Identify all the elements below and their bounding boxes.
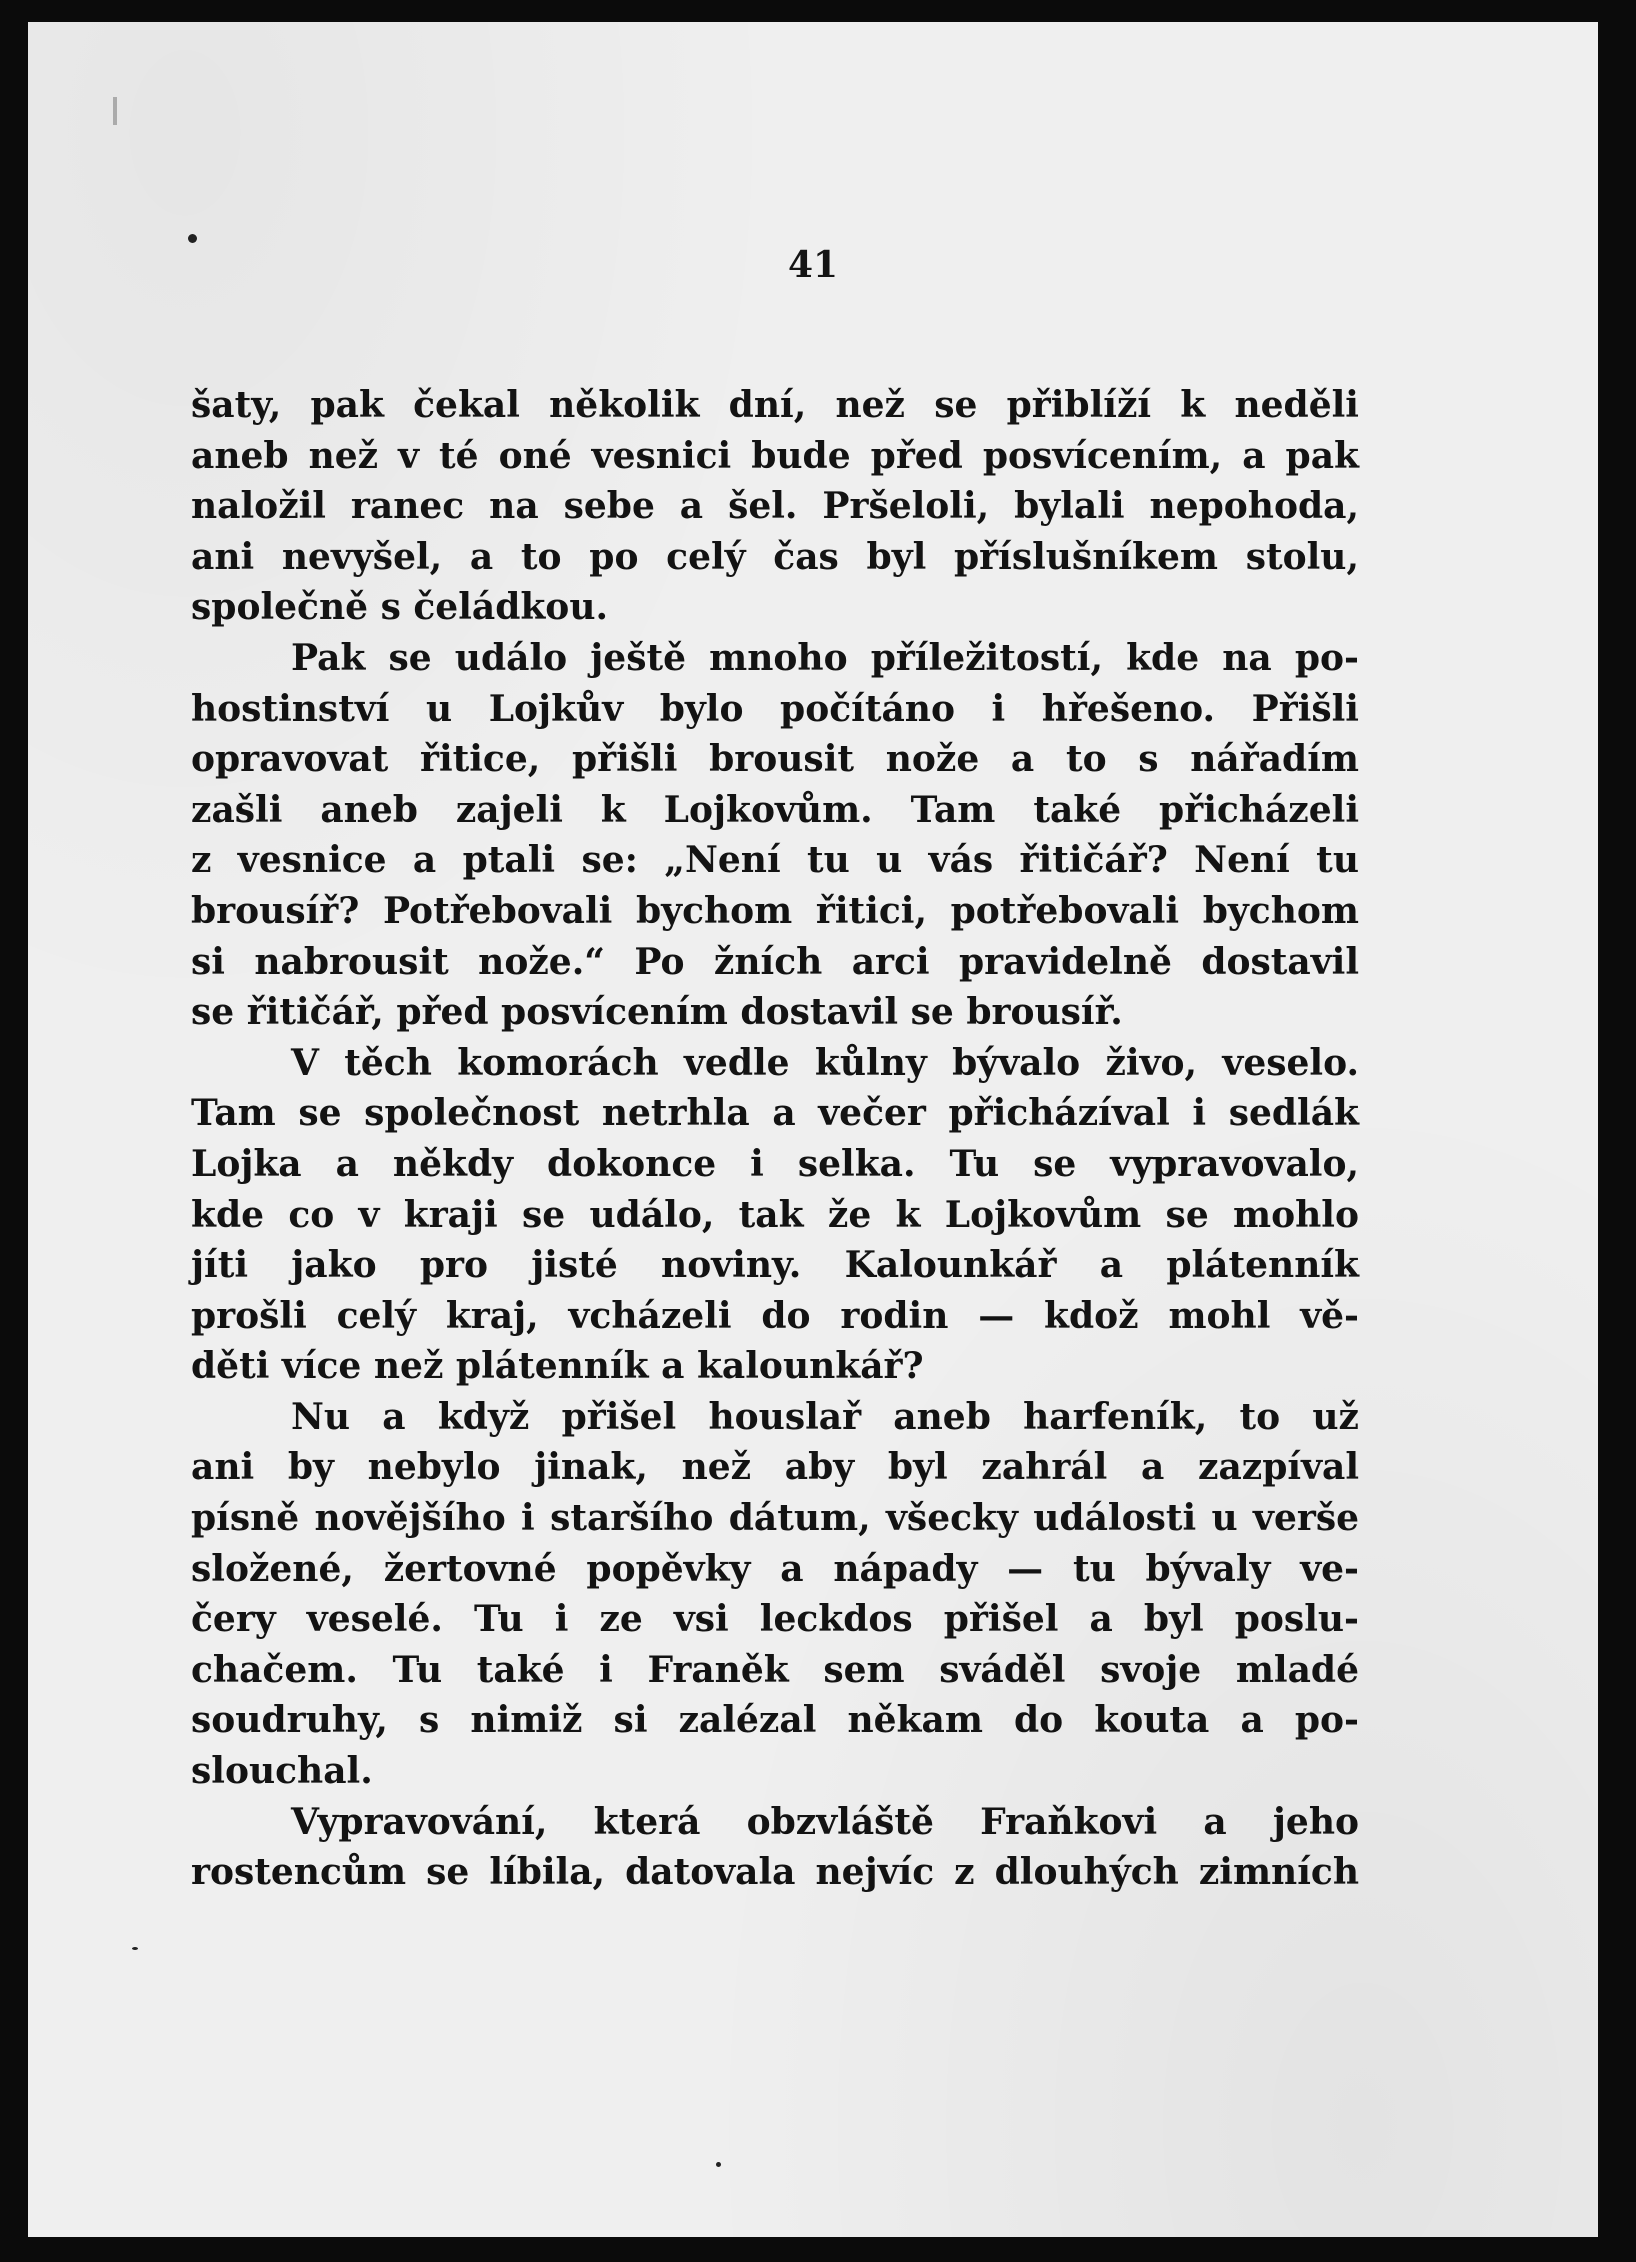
text-line: Pak se událo ještě mnoho příležitostí, kde na po- [291, 636, 1359, 679]
text-line: soudruhy, s nimiž si zalézal někam do kouta a po- [191, 1699, 1359, 1742]
scan-speck [716, 2162, 721, 2167]
paper-sheet [28, 22, 1598, 2237]
text-line: prošli celý kraj, vcházeli do rodin — kdož mohl vě- [191, 1294, 1359, 1337]
text-line: naložil ranec na sebe a šel. Pršeloli, bylali nepohoda, [191, 485, 1359, 528]
text-line: děti více než plátenník a kalounkář? [191, 1345, 924, 1388]
text-line: brousíř? Potřebovali bychom řitici, potřebovali bychom [191, 889, 1359, 932]
text-line: chačem. Tu také i Franěk sem sváděl svoje mladé [191, 1648, 1359, 1691]
text-line: složené, žertovné popěvky a nápady — tu bývaly ve- [191, 1547, 1359, 1590]
text-line: kde co v kraji se událo, tak že k Lojkovům se mohlo [191, 1193, 1359, 1236]
scan-smudge [113, 97, 117, 125]
text-line: opravovat řitice, přišli brousit nože a to s nářadím [191, 738, 1359, 781]
text-line: zašli aneb zajeli k Lojkovům. Tam také přicházeli [191, 788, 1359, 831]
text-line: čery veselé. Tu i ze vsi leckdos přišel a byl poslu- [191, 1598, 1359, 1641]
text-line: společně s čeládkou. [191, 586, 609, 629]
text-line: hostinství u Lojkův bylo počítáno i hřešeno. Přišli [191, 687, 1359, 730]
text-line: aneb než v té oné vesnici bude před posvícením, a pak [191, 434, 1359, 477]
text-line: písně novějšího i staršího dátum, všecky události u verše [191, 1497, 1359, 1540]
text-line: z vesnice a ptali se: „Není tu u vás řitičář? Není tu [191, 839, 1359, 882]
scan-speck [132, 1947, 138, 1950]
page-number: 41 [787, 244, 839, 286]
text-line: slouchal. [191, 1750, 373, 1793]
text-line: Lojka a někdy dokonce i selka. Tu se vypravovalo, [191, 1142, 1359, 1185]
text-line: si nabrousit nože.“ Po žních arci pravidelně dostavil [191, 940, 1359, 983]
text-line: jíti jako pro jisté noviny. Kalounkář a plátenník [191, 1244, 1359, 1287]
text-line: se řitičář, před posvícením dostavil se brousíř. [191, 991, 1123, 1034]
scan-speck [188, 234, 197, 243]
body-text [191, 380, 1359, 1898]
text-line: Vypravování, která obzvláště Fraňkovi a jeho [291, 1800, 1359, 1843]
text-line: šaty, pak čekal několik dní, než se přiblíží k neděli [191, 384, 1359, 426]
text-line: Tam se společnost netrhla a večer přicházíval i sedlák [191, 1092, 1359, 1135]
text-line: rostencům se líbila, datovala nejvíc z dlouhých zimních [191, 1851, 1359, 1894]
text-line: Nu a když přišel houslař aneb harfeník, to už [291, 1395, 1359, 1438]
text-line: ani by nebylo jinak, než aby byl zahrál a zazpíval [191, 1446, 1359, 1489]
text-line: ani nevyšel, a to po celý čas byl příslušníkem stolu, [191, 535, 1359, 578]
text-line: V těch komorách vedle kůlny bývalo živo, veselo. [291, 1041, 1359, 1084]
